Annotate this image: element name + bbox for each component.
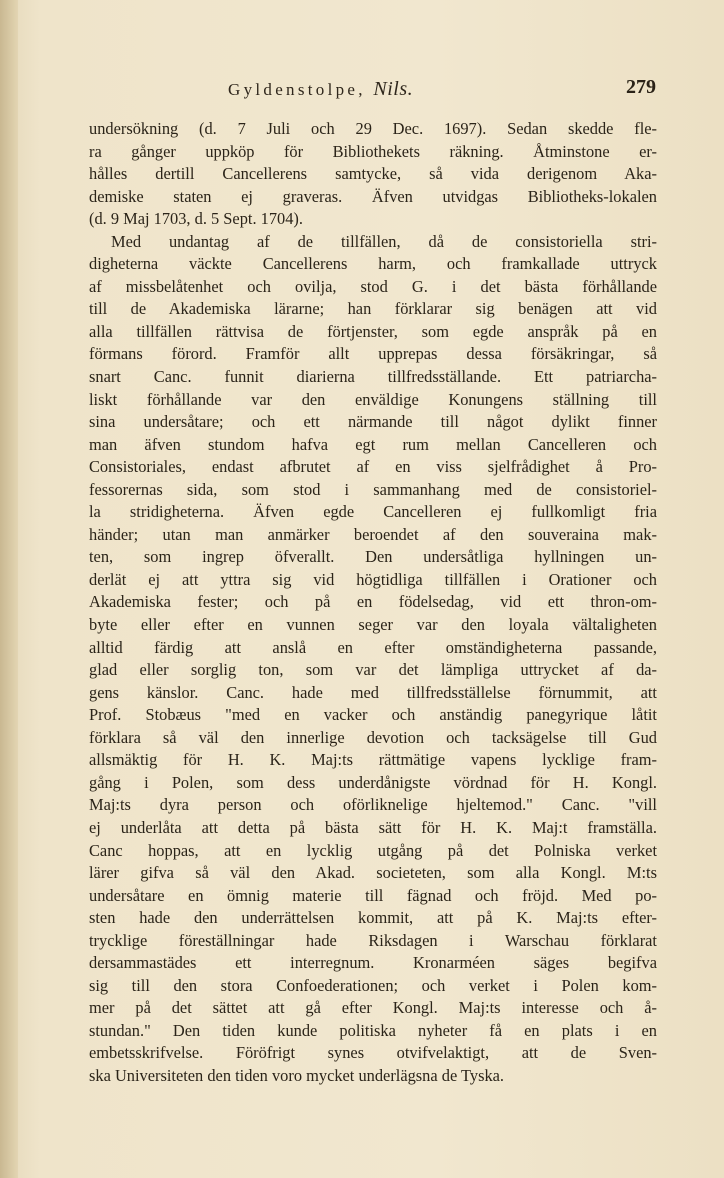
running-head-name: Nils. bbox=[373, 78, 414, 100]
text-line: Akademiska fester; och på en födelsedag, vid ett thron-om- bbox=[89, 592, 657, 612]
text-line: derlät ej att yttra sig vid högtidliga tillfällen i Orationer och bbox=[89, 569, 657, 589]
text-line: ra gånger uppköp för Bibliothekets räkning. Åtminstone er- bbox=[89, 141, 657, 161]
text-line: förmans förord. Framför allt upprepas dessa försäkringar, så bbox=[89, 344, 657, 364]
text-line: allsmäktig för H. K. Maj:ts rättmätige vapens lycklige fram- bbox=[89, 750, 657, 770]
text-line: till de Akademiska lärarne; han förklarar sig benägen att vid bbox=[89, 299, 657, 319]
text-line: byte eller efter en vunnen seger var den loyala vältaligheten bbox=[89, 615, 657, 635]
text-line: fessorernas sida, som stod i sammanhang med de consistoriel- bbox=[89, 479, 657, 499]
text-line: gens känslor. Canc. hade med tillfredsställelse förnummit, att bbox=[89, 682, 657, 702]
text-line: Canc hoppas, att en lycklig utgång på det Polniska verket bbox=[89, 840, 657, 860]
text-line: digheterna väckte Cancellerens harm, och framkallade uttryck bbox=[89, 254, 657, 274]
text-line: alla tillfällen rättvisa de förtjenster, som egde anspråk på en bbox=[89, 321, 657, 341]
text-line: stundan." Den tiden kunde politiska nyheter få en plats i en bbox=[89, 1020, 657, 1040]
page-number: 279 bbox=[626, 76, 656, 98]
text-line: liskt förhållande var den enväldige Konungens ställning till bbox=[89, 389, 657, 409]
text-line: händer; utan man anmärker beroendet af den souveraina mak- bbox=[89, 524, 657, 544]
text-line: (d. 9 Maj 1703, d. 5 Sept. 1704). bbox=[89, 209, 303, 229]
text-line: undersökning (d. 7 Juli och 29 Dec. 1697). Sedan skedde fle- bbox=[89, 119, 657, 138]
text-line: lärer gifva så väl den Akad. societeten, som alla Kongl. M:ts bbox=[89, 863, 657, 883]
text-line: Med undantag af de tillfällen, då de consistoriella stri- bbox=[111, 231, 657, 251]
text-line: alltid färdig att anslå en efter omständigheterna passande, bbox=[89, 637, 657, 657]
text-line: sina undersåtare; och ett närmande till något dylikt finner bbox=[89, 412, 657, 432]
running-head-surname: Gyldenstolpe, bbox=[228, 80, 366, 99]
text-line: man äfven stundom hafva egt rum mellan Cancelleren och bbox=[89, 434, 657, 454]
page-header bbox=[228, 78, 656, 108]
text-line: Maj:ts dyra person och oförliknelige hjeltemod." Canc. "vill bbox=[89, 795, 657, 815]
text-line: embetsskrifvelse. Föröfrigt synes otvifvelaktigt, att de Sven- bbox=[89, 1043, 657, 1063]
text-line: ten, som ingrep öfverallt. Den undersåtliga hyllningen un- bbox=[89, 547, 657, 567]
page-spine-shadow bbox=[0, 0, 18, 1178]
text-line: undersåtare en ömnig materie till fägnad och fröjd. Med po- bbox=[89, 885, 657, 905]
text-line: demiske staten ej graveras. Äfven utvidgas Bibliotheks-lokalen bbox=[89, 186, 657, 206]
text-line: la stridigheterna. Äfven egde Cancelleren ej fullkomligt fria bbox=[89, 502, 657, 522]
text-line: hålles dertill Cancellerens samtycke, så vida derigenom Aka- bbox=[89, 164, 657, 184]
text-line: Consistoriales, endast afbrutet af en viss sjelfrådighet å Pro- bbox=[89, 457, 657, 477]
text-line: trycklige föreställningar hade Riksdagen i Warschau förklarat bbox=[89, 930, 657, 950]
text-line: af missbelåtenhet och ovilja, stod G. i det bästa förhållande bbox=[89, 276, 657, 296]
text-line: förklara så väl den innerlige devotion och tacksägelse till Gud bbox=[89, 727, 657, 747]
text-line: sig till den stora Confoederationen; och verket i Polen kom- bbox=[89, 975, 657, 995]
text-line: Prof. Stobæus "med en vacker och anständig panegyrique låtit bbox=[89, 705, 657, 725]
text-line: gång i Polen, som dess underdånigste vördnad för H. Kongl. bbox=[89, 772, 657, 792]
text-line: ej underlåta att detta på bästa sätt för H. K. Maj:t framställa. bbox=[89, 817, 657, 837]
text-line: mer på det sättet att gå efter Kongl. Maj:ts interesse och å- bbox=[89, 998, 657, 1018]
body-text bbox=[89, 118, 657, 1088]
text-line: snart Canc. funnit diarierna tillfredsställande. Ett patriarcha- bbox=[89, 367, 657, 387]
text-line: ska Universiteten den tiden voro mycket underlägsna de Tyska. bbox=[89, 1065, 505, 1085]
running-head bbox=[228, 78, 413, 101]
text-line: dersammastädes ett interregnum. Kronarméen säges begifva bbox=[89, 953, 657, 973]
text-line: glad eller sorglig ton, som var det lämpliga uttrycket af da- bbox=[89, 660, 657, 680]
text-line: sten hade den underrättelsen kommit, att på K. Maj:ts efter- bbox=[89, 908, 657, 928]
